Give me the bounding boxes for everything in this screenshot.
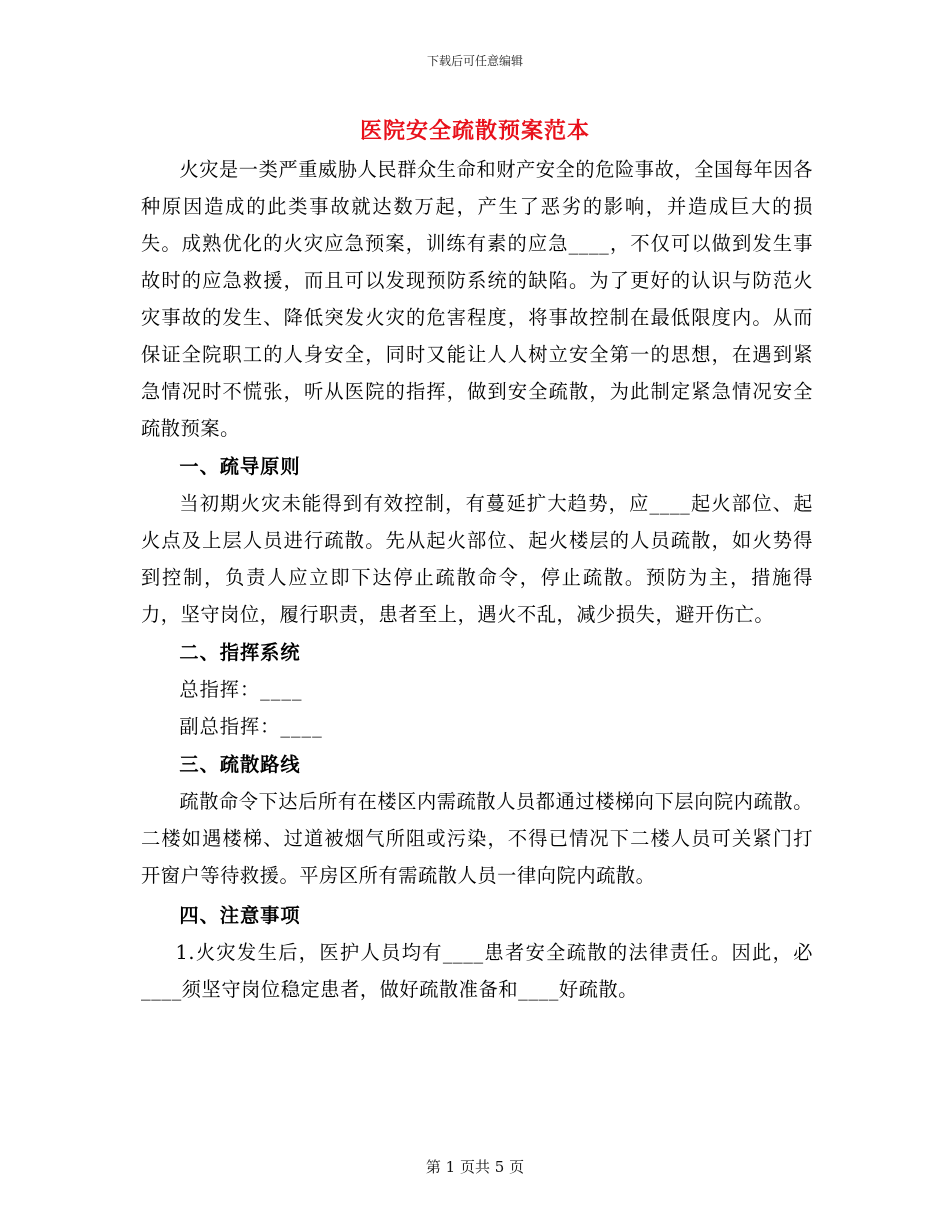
page-header-note: 下载后可任意编辑 — [426, 54, 523, 68]
section-heading-guidance-principles: 一、疏导原则 — [179, 455, 301, 478]
document-title: 医院安全疏散预案范本 — [359, 118, 590, 144]
document-body — [141, 151, 813, 1008]
precaution-item-1: 1.火灾发生后，医护人员均有____患者安全疏散的法律责任。因此，必____须坚守岗位稳定患者，做好疏散准备和____好疏散。 — [141, 941, 813, 1001]
section-heading-command-system: 二、指挥系统 — [179, 641, 301, 664]
deputy-commander-field: 副总指挥：____ — [179, 715, 323, 738]
section-heading-precautions: 四、注意事项 — [179, 904, 301, 927]
section-body-evacuation-route: 疏散命令下达后所有在楼区内需疏散人员都通过楼梯向下层向院内疏散。二楼如遇楼梯、过道被烟气所阻或污染，不得已情况下二楼人员可关紧门打开窗户等待救援。平房区所有需疏散人员一律向院内疏散。 — [141, 790, 813, 887]
section-body-guidance-principles: 当初期火灾未能得到有效控制，有蔓延扩大趋势，应____起火部位、起火点及上层人员进行疏散。先从起火部位、起火楼层的人员疏散，如火势得到控制，负责人应立即下达停止疏散命令，停止疏散。预防为主，措施得力，坚守岗位，履行职责，患者至上，遇火不乱，减少损失，避开伤亡。 — [141, 492, 813, 626]
page-footer: 第 1 页共 5 页 — [425, 1158, 525, 1176]
section-heading-evacuation-route: 三、疏散路线 — [179, 753, 301, 776]
chief-commander-field: 总指挥：____ — [179, 678, 303, 701]
intro-paragraph: 火灾是一类严重威胁人民群众生命和财产安全的危险事故，全国每年因各种原因造成的此类事故就达数万起，产生了恶劣的影响，并造成巨大的损失。成熟优化的火灾应急预案，训练有素的应急____，不仅可以做到发生事故时的应急救援，而且可以发现预防系统的缺陷。为了更好的认识与防范火灾事故的发生、降低突发火灾的危害程度，将事故控制在最低限度内。从而保证全院职工的人身安全，同时又能让人人树立安全第一的思想，在遇到紧急情况时不慌张，听从医院的指挥，做到安全疏散，为此制定紧急情况安全疏散预案。 — [141, 158, 813, 440]
